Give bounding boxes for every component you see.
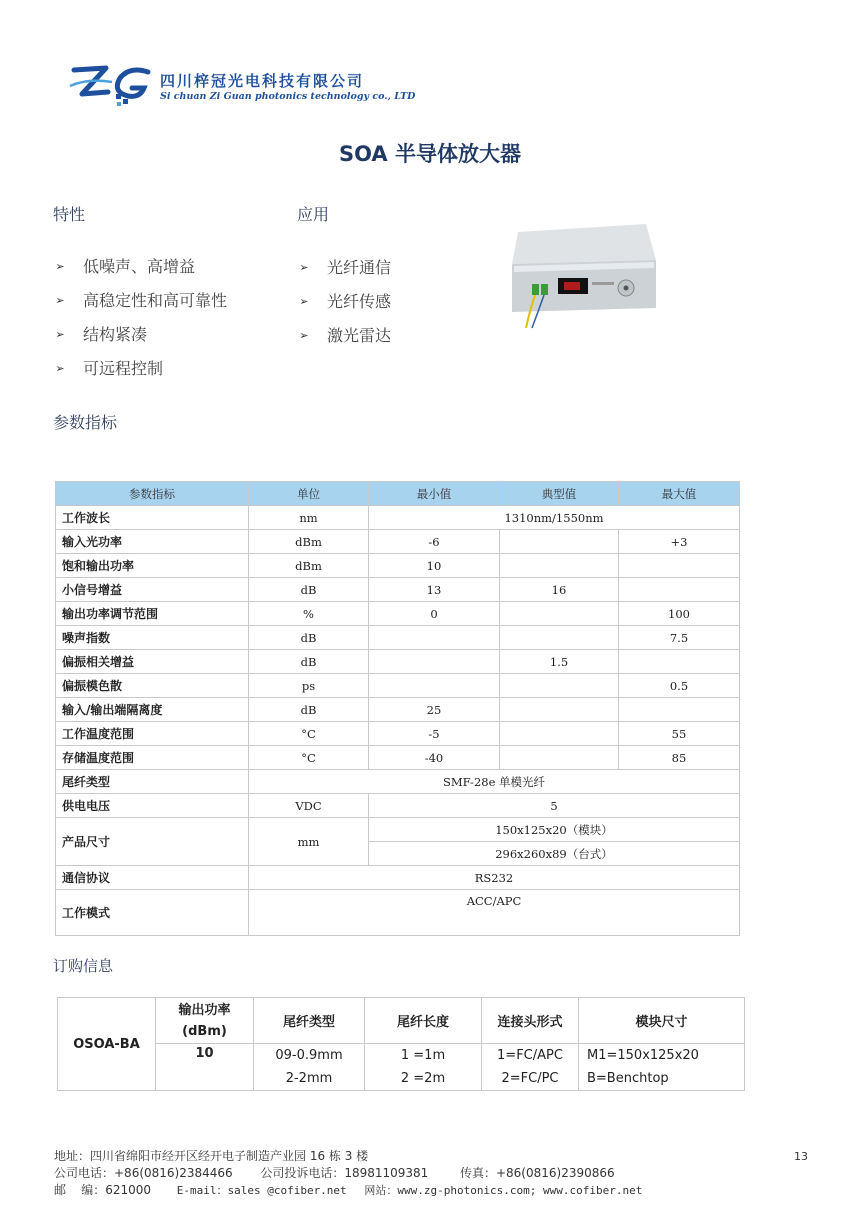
table-row: 工作温度范围 °C -5 55 <box>56 722 740 746</box>
company-logo-icon <box>68 64 158 108</box>
table-row: 偏振相关增益 dB 1.5 <box>56 650 740 674</box>
table-row: 输入/输出端隔离度 dB 25 <box>56 698 740 722</box>
arrow-bullet-icon: ➢ <box>55 328 65 341</box>
module-size-options: M1=150x125x20 B=Benchtop <box>579 1044 745 1091</box>
table-row: 小信号增益 dB 13 16 <box>56 578 740 602</box>
table-row <box>58 1044 745 1091</box>
page-footer <box>54 1148 814 1199</box>
column-header: 尾纤长度 <box>365 998 482 1044</box>
footer-complaint-phone: 公司投诉电话：18981109381 <box>260 1166 429 1180</box>
arrow-bullet-icon: ➢ <box>299 295 309 308</box>
applications-list <box>297 251 391 353</box>
model-code: OSOA-BA <box>58 998 156 1091</box>
table-row: 噪声指数 dB 7.5 <box>56 626 740 650</box>
table-header-row <box>56 482 740 506</box>
list-item: ➢ 低噪声、高增益 <box>53 250 227 284</box>
arrow-bullet-icon: ➢ <box>55 260 65 273</box>
page-number: 13 <box>794 1150 808 1163</box>
table-row: 输入光功率 dBm -6 +3 <box>56 530 740 554</box>
applications-heading: 应用 <box>297 205 330 224</box>
table-row: 偏振模色散 ps 0.5 <box>56 674 740 698</box>
page-title: SOA 半导体放大器 <box>339 142 521 166</box>
list-item: ➢ 结构紧凑 <box>53 318 227 352</box>
footer-fax: 传真：+86(0816)2390866 <box>459 1166 615 1180</box>
footer-phone: 公司电话：+86(0816)2384466 <box>54 1166 233 1180</box>
table-row: 尾纤类型 SMF-28e 单模光纤 <box>56 770 740 794</box>
footer-address: 地址：四川省绵阳市经开区经开电子制造产业园 16 栋 3 楼 <box>54 1149 369 1163</box>
column-header: 模块尺寸 <box>579 998 745 1044</box>
soa-benchtop-device-image <box>508 220 660 332</box>
ordering-heading: 订购信息 <box>53 957 114 975</box>
company-name-en: Si chuan Zi Guan photonics technology co., LTD <box>160 91 416 102</box>
connector-options: 1=FC/APC 2=FC/PC <box>482 1044 579 1091</box>
table-row: 供电电压 VDC 5 <box>56 794 740 818</box>
column-header: 输出功率 (dBm) <box>156 998 254 1044</box>
column-header: 参数指标 <box>56 482 249 506</box>
footer-website[interactable]: 网站：www.zg-photonics.com; www.cofiber.net <box>364 1184 643 1197</box>
company-header <box>68 64 428 108</box>
column-header: 连接头形式 <box>482 998 579 1044</box>
features-heading: 特性 <box>53 205 86 224</box>
arrow-bullet-icon: ➢ <box>55 294 65 307</box>
arrow-bullet-icon: ➢ <box>55 362 65 375</box>
table-row: 296x260x89（台式） <box>56 842 740 866</box>
list-item: ➢ 激光雷达 <box>297 319 391 353</box>
table-row: 工作波长 nm 1310nm/1550nm <box>56 506 740 530</box>
column-header: 尾纤类型 <box>254 998 365 1044</box>
table-row: 存储温度范围 °C -40 85 <box>56 746 740 770</box>
column-header: 典型值 <box>500 482 619 506</box>
list-item: ➢ 可远程控制 <box>53 352 227 386</box>
features-list <box>53 250 227 386</box>
table-row: 通信协议 RS232 <box>56 866 740 890</box>
list-item: ➢ 光纤传感 <box>297 285 391 319</box>
arrow-bullet-icon: ➢ <box>299 329 309 342</box>
specs-heading: 参数指标 <box>53 413 118 432</box>
power-value: 10 <box>156 1044 254 1091</box>
ordering-table <box>57 997 745 1091</box>
column-header: 最小值 <box>369 482 500 506</box>
column-header: 单位 <box>249 482 369 506</box>
footer-postcode: 邮 编：621000 <box>54 1183 152 1197</box>
fiber-length-options: 1 =1m 2 =2m <box>365 1044 482 1091</box>
list-item: ➢ 光纤通信 <box>297 251 391 285</box>
company-name-cn: 四川梓冠光电科技有限公司 <box>160 72 365 90</box>
table-row: 产品尺寸 mm 150x125x20（模块） <box>56 818 740 842</box>
footer-email[interactable]: E-mail：sales @cofiber.net <box>176 1184 347 1197</box>
fiber-type-options: 09-0.9mm 2-2mm <box>254 1044 365 1091</box>
table-header-row <box>58 998 745 1044</box>
arrow-bullet-icon: ➢ <box>299 261 309 274</box>
list-item: ➢ 高稳定性和高可靠性 <box>53 284 227 318</box>
spec-table <box>55 481 740 936</box>
table-row: 饱和输出功率 dBm 10 <box>56 554 740 578</box>
table-row: 输出功率调节范围 % 0 100 <box>56 602 740 626</box>
table-row: 工作模式 ACC/APC <box>56 890 740 936</box>
column-header: 最大值 <box>619 482 740 506</box>
